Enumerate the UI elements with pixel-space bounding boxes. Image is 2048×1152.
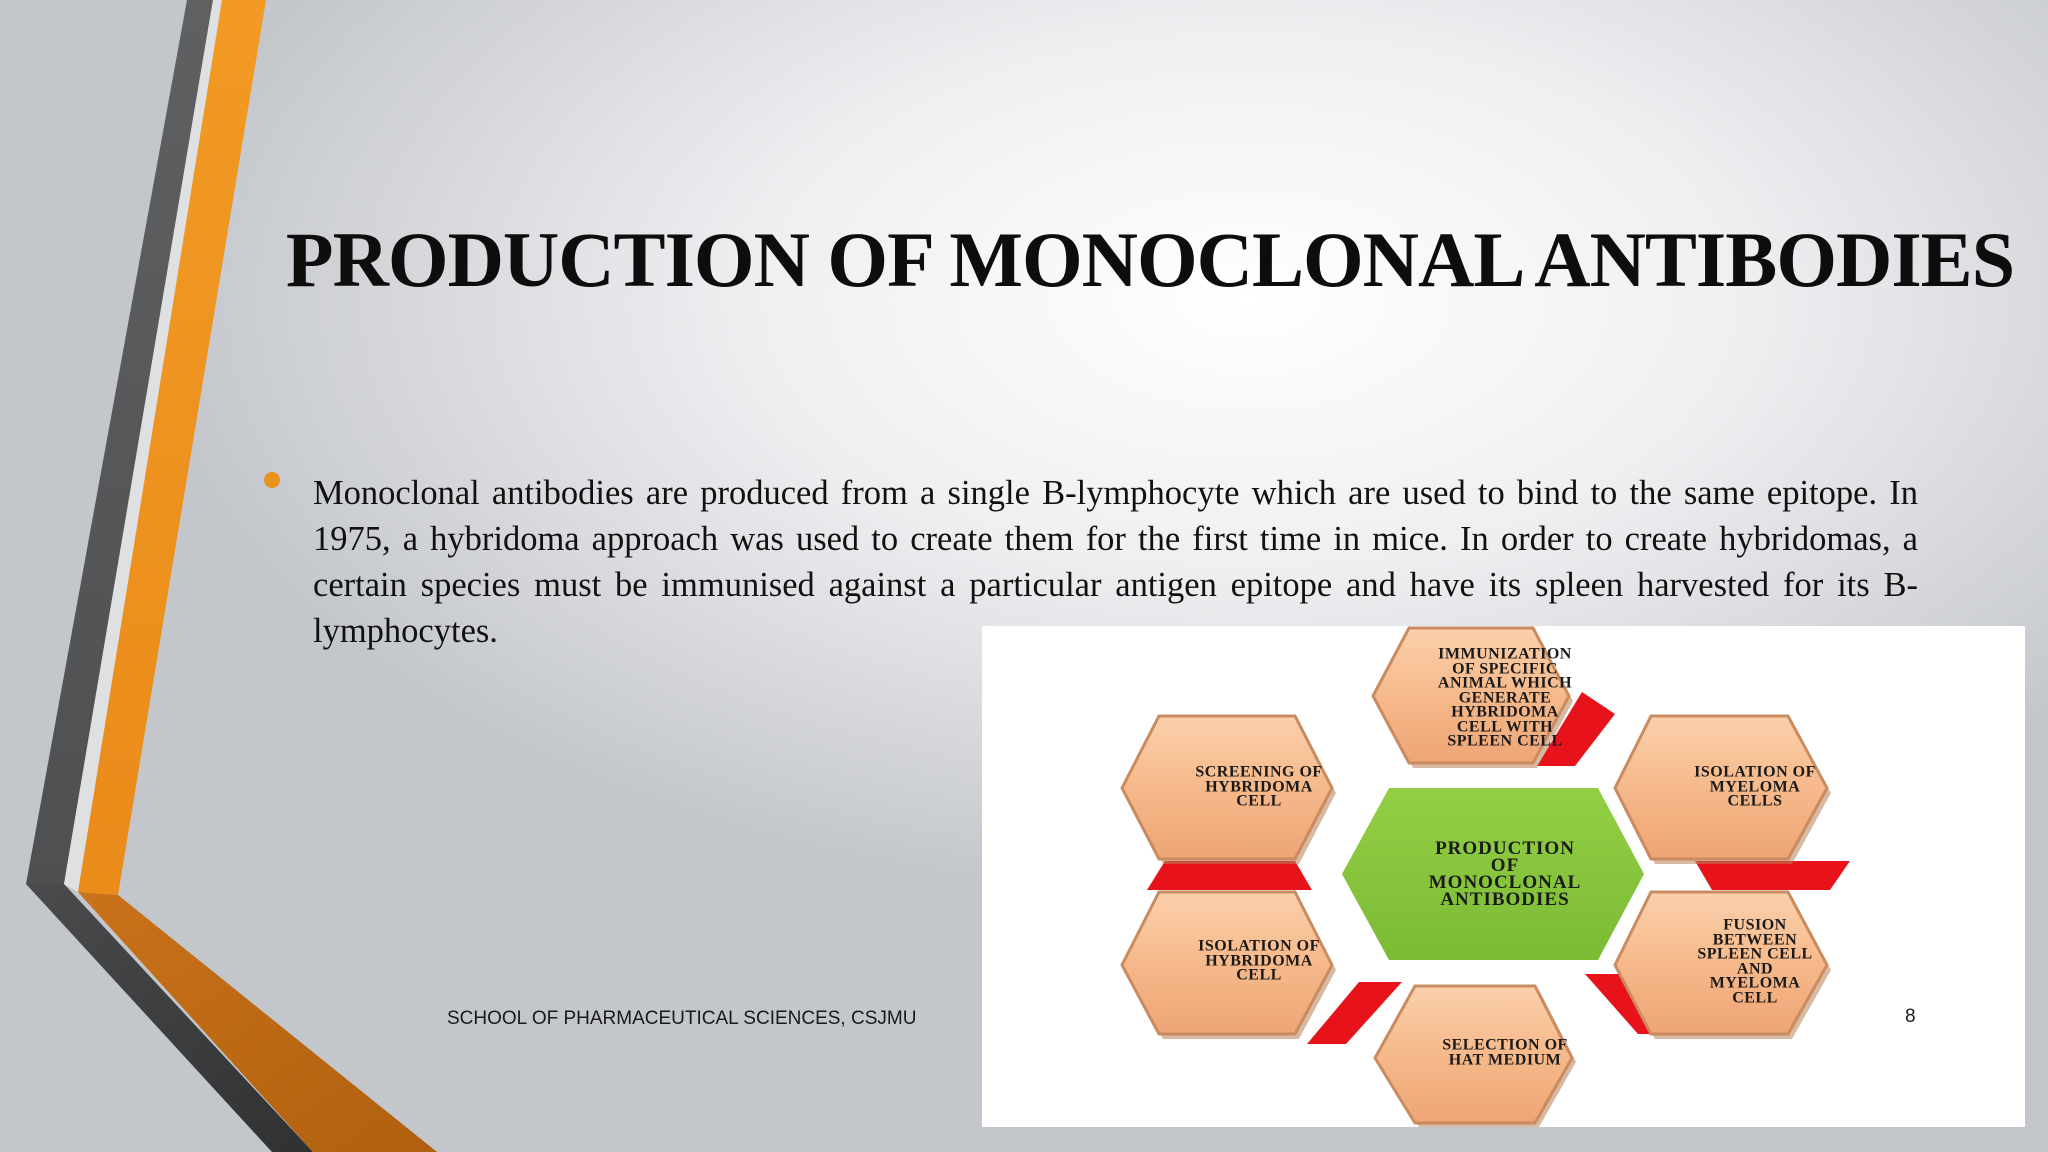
step-label-myeloma-isolation: ISOLATION OF MYELOMA CELLS	[1694, 763, 1816, 810]
connector-left	[1147, 861, 1312, 890]
center-label: PRODUCTION OF MONOCLONAL ANTIBODIES	[1428, 838, 1582, 910]
bullet-text: Monoclonal antibodies are produced from a single B-lymphocyte which are used to bind to the same epitope. In 1975, a hybridoma approach was used to create them for the first time in mice. In order to create hybridomas, a certain species must be immunised against a particular antigen epitope and have its spleen harvested for its B-lymphocytes.	[313, 474, 1918, 650]
page-number: 8	[1905, 1006, 1916, 1027]
slide-title: PRODUCTION OF MONOCLONAL ANTIBODIES	[285, 216, 2015, 303]
footer-text: SCHOOL OF PHARMACEUTICAL SCIENCES, CSJMU	[447, 1008, 917, 1029]
step-label-screening: SCREENING OF HYBRIDOMA CELL	[1195, 763, 1323, 810]
connector-right	[1695, 861, 1850, 890]
step-label-immunization: IMMUNIZATION OF SPECIFIC ANIMAL WHICH GENERATE HYBRIDOMA CELL WITH SPLEEN CELL	[1437, 645, 1573, 750]
bullet-dot	[264, 472, 280, 488]
step-label-hat-selection: SELECTION OF HAT MEDIUM	[1442, 1036, 1568, 1068]
step-label-hybridoma-isolation: ISOLATION OF HYBRIDOMA CELL	[1198, 937, 1320, 984]
light-stripe	[64, 0, 222, 892]
production-diagram	[982, 626, 2025, 1127]
step-label-fusion: FUSION BETWEEN SPLEEN CELL AND MYELOMA CELL	[1697, 916, 1813, 1006]
